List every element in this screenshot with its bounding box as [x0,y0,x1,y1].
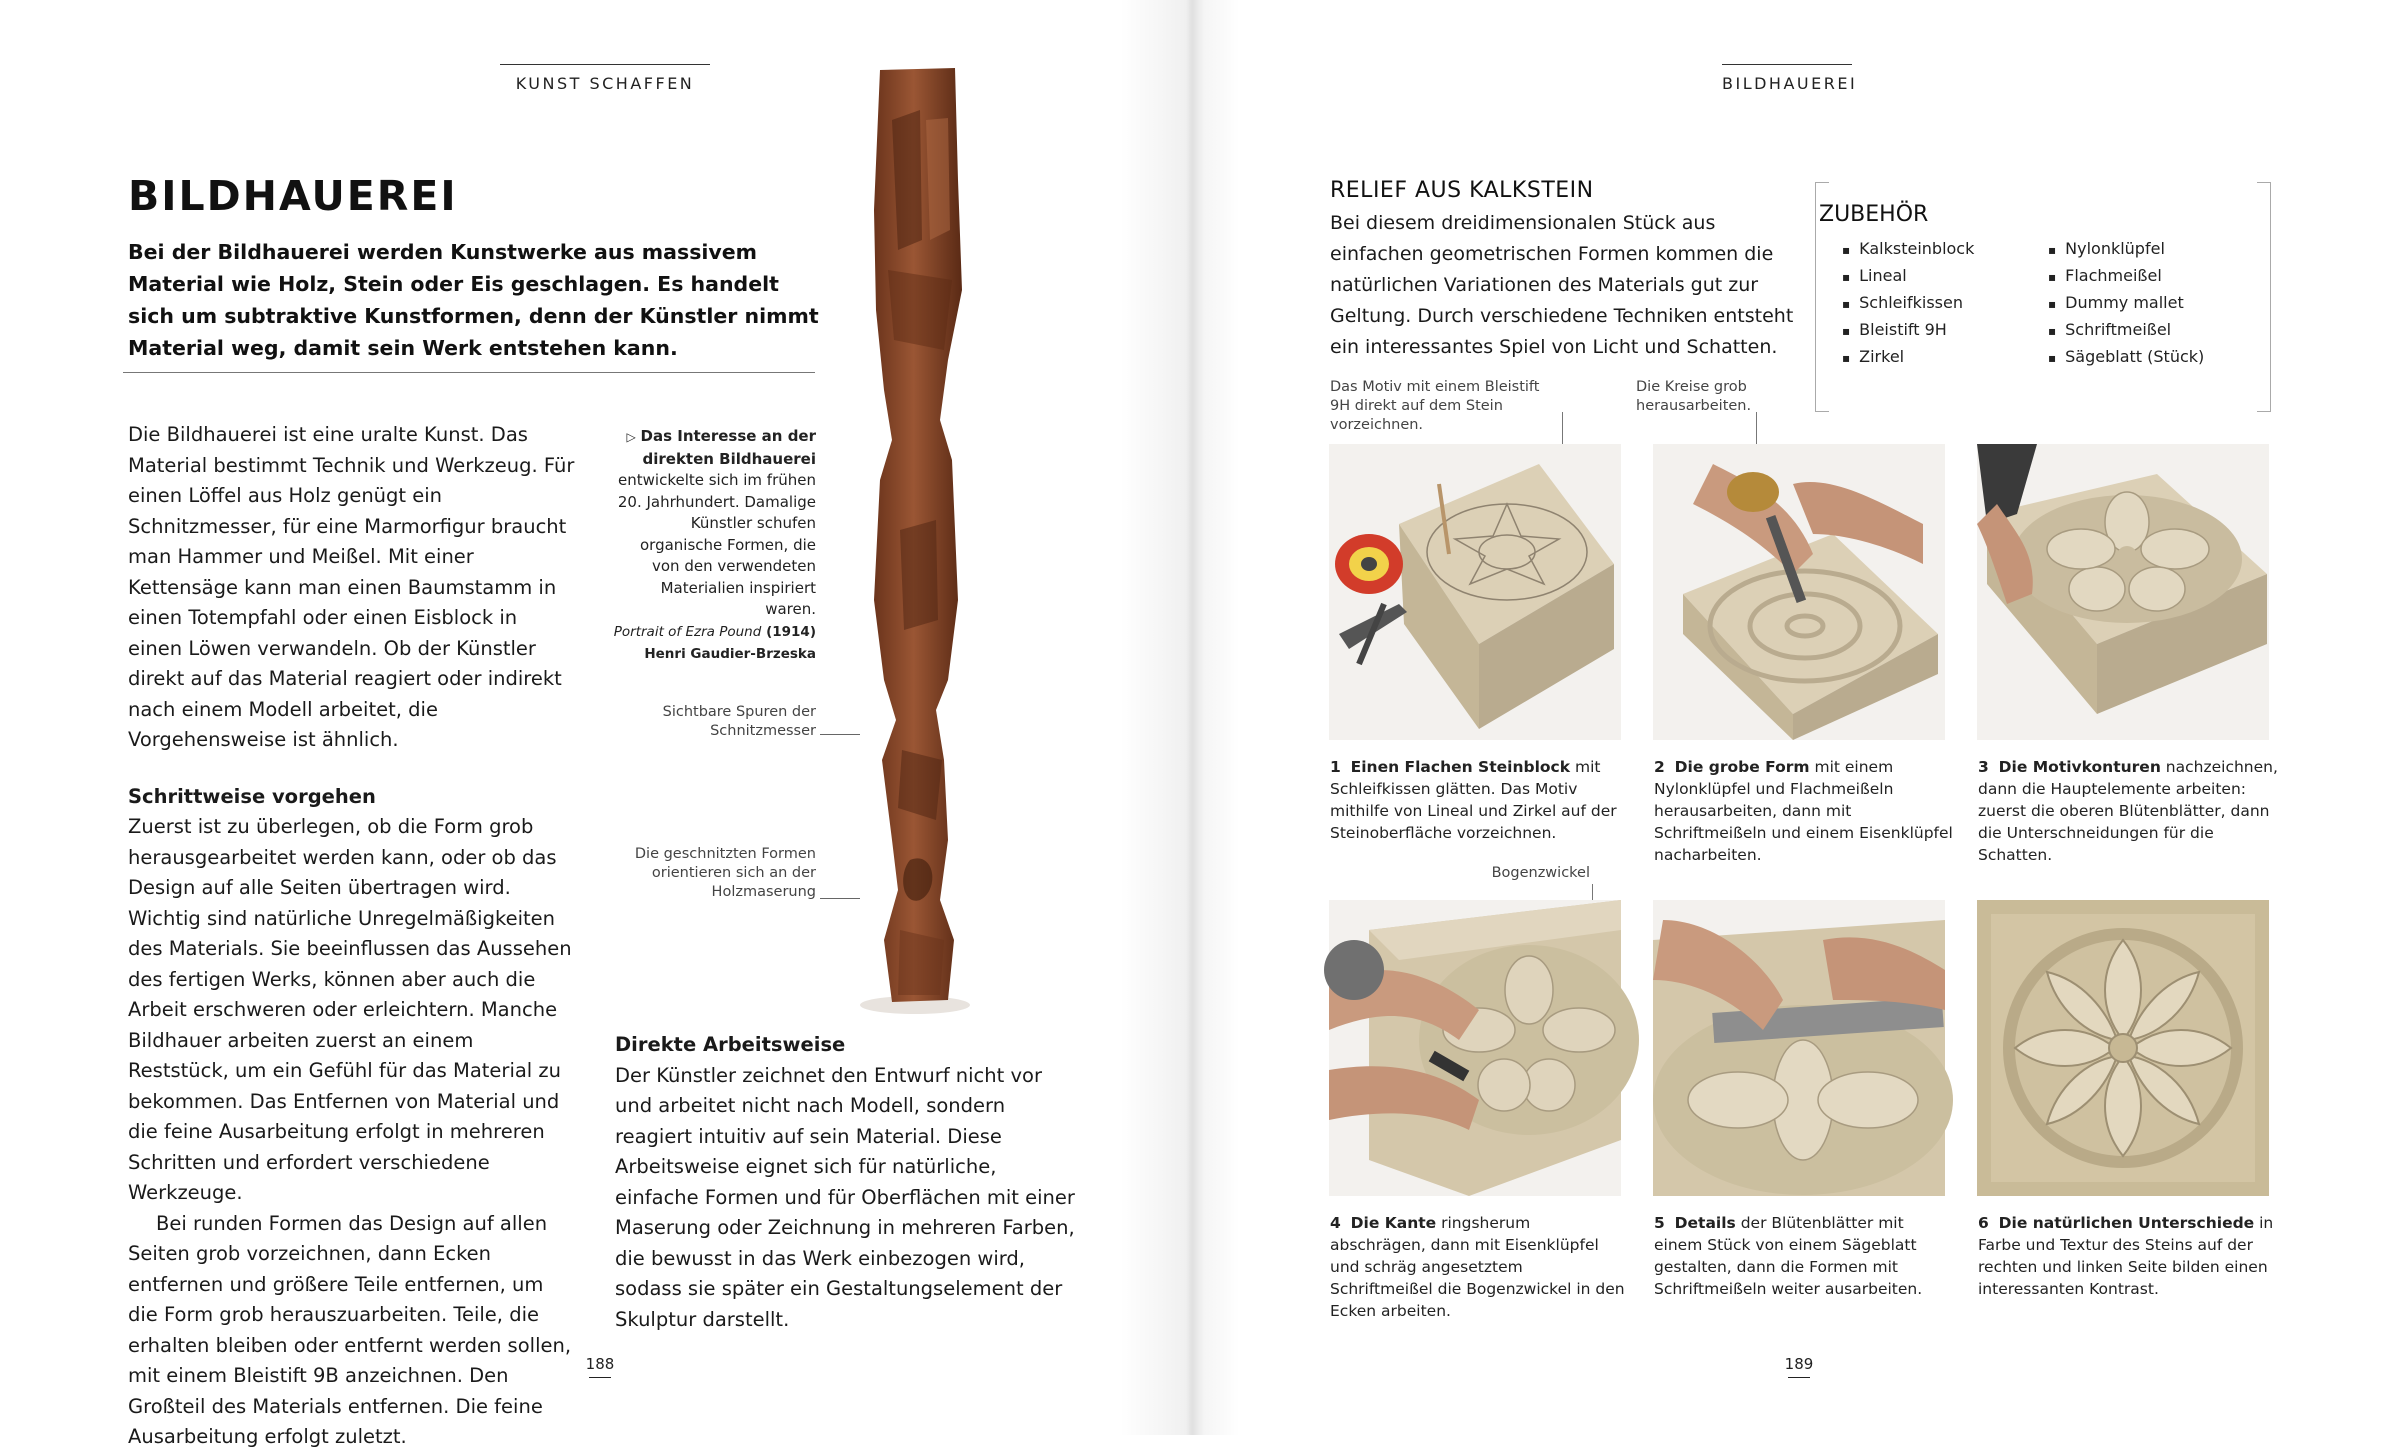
annotation-wood-grain: Die geschnitzten Formen orientieren sich an der Holzmaserung [634,846,816,900]
materials-item: ▪ Flachmeißel [2048,263,2204,290]
materials-item: ▪ Bleistift 9H [1842,317,1974,344]
wooden-totem-sculpture-image [840,60,990,1020]
intro-paragraph: Bei der Bildhauerei werden Kunstwerke aus massivem Material wie Holz, Stein oder Eis geschlagen. Es handelt sich um subtraktive Kunstformen, denn der Künstler nimmt Material weg, damit sein Werk entstehen kann. [128,240,819,360]
materials-item: ▪ Schriftmeißel [2048,317,2204,344]
step-3-caption: 3 Die Motivkonturen nachzeichnen, dann die Hauptelemente arbeiten: zuerst die oberen Blütenblätter, dann die Unterschneidungen für die Schatten. [1978,758,2278,864]
heading-direct: Direkte Arbeitsweise [615,1033,846,1056]
body-column-direct [615,1030,1075,1335]
materials-item: ▪ Schleifkissen [1842,290,1974,317]
body-paragraph-3: Bei runden Formen das Design auf allen Seiten grob vorzeichnen, dann Ecken entfernen und größere Teile entfernen, um die Form grob herauszuarbeiten. Teile, die erhalten bleiben oder entfernt werden sollen, mit einem Bleistift 9B anzeichnen. Den Großteil des Materials entfernen. Die feine Ausarbeitung erfolgt zuletzt. [128,1211,572,1448]
caption-marker-icon: ▷ [626,430,636,444]
materials-item: ▪ Zirkel [1842,344,1974,371]
section-title: RELIEF AUS KALKSTEIN [1330,178,1594,203]
body-paragraph-2: Zuerst ist zu überlegen, ob die Form grob herausgearbeitet werden kann, oder ob das Design auf alle Seiten übertragen wird. Wichtig sind natürliche Unregelmäßigkeiten des Materials. Sie beeinflussen das Aussehen des fertigen Werks, können aber auch die Arbeit erschweren oder erleichtern. Manche Bildhauer arbeiten zuerst an einem Reststück, um ein Gefühl für das Material zu bekommen. Das Entfernen von Material und die feine Ausarbeitung erfolgt in mehreren Schritten und erfordert verschiedene Werkzeuge. [128,815,572,1204]
step-6-photo [1977,900,2269,1196]
sculpture-caption: ▷ Das Interesse an der direkten Bildhauerei entwickelte sich im frühen 20. Jahrhundert. Damalige Künstler schufen organische Formen, die von den verwendeten Materialien inspiriert waren. Portrait of Ezra Pound (1914) Henri Gaudier-Brzeska [613,427,816,662]
step-4-caption: 4 Die Kante ringsherum abschrägen, dann mit Eisenklüpfel und schräg angesetztem Schriftmeißel die Bogenzwickel in den Ecken arbeiten. [1330,1214,1625,1320]
step-4-photo [1329,900,1621,1196]
materials-title: ZUBEHÖR [1819,202,1929,227]
materials-item: ▪ Sägeblatt (Stück) [2048,344,2204,371]
step-6-caption: 6 Die natürlichen Unterschiede in Farbe und Textur des Steins auf der rechten und linken Seite bilden einen interessanten Kontrast. [1978,1214,2274,1298]
body-paragraph-1: Die Bildhauerei ist eine uralte Kunst. Das Material bestimmt Technik und Werkzeug. Für einen Löffel aus Holz genügt ein Schnitzmesser, für eine Marmorfigur braucht man Hammer und Meißel. Mit einer Kettensäge kann man einen Baumstamm in einen Totempfahl oder einen Eisblock in einen Löwen verwandeln. Ob der Künstler direkt auf das Material reagiert oder indirekt nach einem Modell arbeitet, die Vorgehensweise ist ähnlich. [128,423,575,751]
page-number-left: 188 [580,1355,620,1378]
step-2-photo [1653,444,1945,740]
step-5-caption: 5 Details der Blütenblätter mit einem Stück von einem Sägeblatt gestalten, dann die Formen mit Schriftmeißeln weiter ausarbeiten. [1654,1214,1923,1298]
step-1-photo [1329,444,1621,740]
body-direct: Der Künstler zeichnet den Entwurf nicht vor und arbeitet nicht nach Modell, sondern reagiert intuitiv auf sein Material. Diese Arbeitsweise eignet sich für natürliche, einfache Formen und für Oberflächen mit einer Maserung oder Zeichnung in mehreren Farben, die bewusst in das Werk einbezogen wird, sodass sie später ein Gestaltungselement der Skulptur darstellt. [615,1063,1075,1331]
materials-item: ▪ Dummy mallet [2048,290,2204,317]
materials-list-2 [2048,236,2204,371]
annotation-circles: Die Kreise grob herausarbeiten. [1636,379,1752,414]
materials-item: ▪ Nylonklüpfel [2048,236,2204,263]
step-5-photo [1653,900,1945,1196]
page-title: BILDHAUEREI [128,172,458,220]
step-3-photo [1977,444,2269,740]
annotation-spandrel: Bogenzwickel [1491,865,1590,881]
step-2-caption: 2 Die grobe Form mit einem Nylonklüpfel und Flachmeißeln herausarbeiten, dann mit Schriftmeißeln und einem Eisenklüpfel nacharbeiten. [1654,758,1953,864]
running-head-right: BILDHAUEREI [1722,74,1852,93]
heading-stepwise: Schrittweise vorgehen [128,784,376,808]
annotation-carving-marks: Sichtbare Spuren der Schnitzmesser [662,704,816,739]
materials-item: ▪ Kalksteinblock [1842,236,1974,263]
annotation-motif: Das Motiv mit einem Bleistift 9H direkt auf dem Stein vorzeichnen. [1330,379,1540,433]
materials-item: ▪ Lineal [1842,263,1974,290]
materials-list-1 [1842,236,1974,371]
left-page [0,0,1185,1448]
intro-divider [123,372,815,373]
running-head-left: KUNST SCHAFFEN [500,74,710,93]
section-intro: Bei diesem dreidimensionalen Stück aus einfachen geometrischen Formen kommen die natürlichen Variationen des Materials gut zur Geltung. Durch verschiedene Techniken entsteht ein interessantes Spiel von Licht und Schatten. [1330,212,1794,358]
body-column-left [128,420,576,1453]
page-number-right: 189 [1779,1355,1819,1378]
step-1-caption: 1 Einen Flachen Steinblock mit Schleifkissen glätten. Das Motiv mithilfe von Lineal und Zirkel auf der Steinoberfläche vorzeichnen. [1330,758,1617,842]
